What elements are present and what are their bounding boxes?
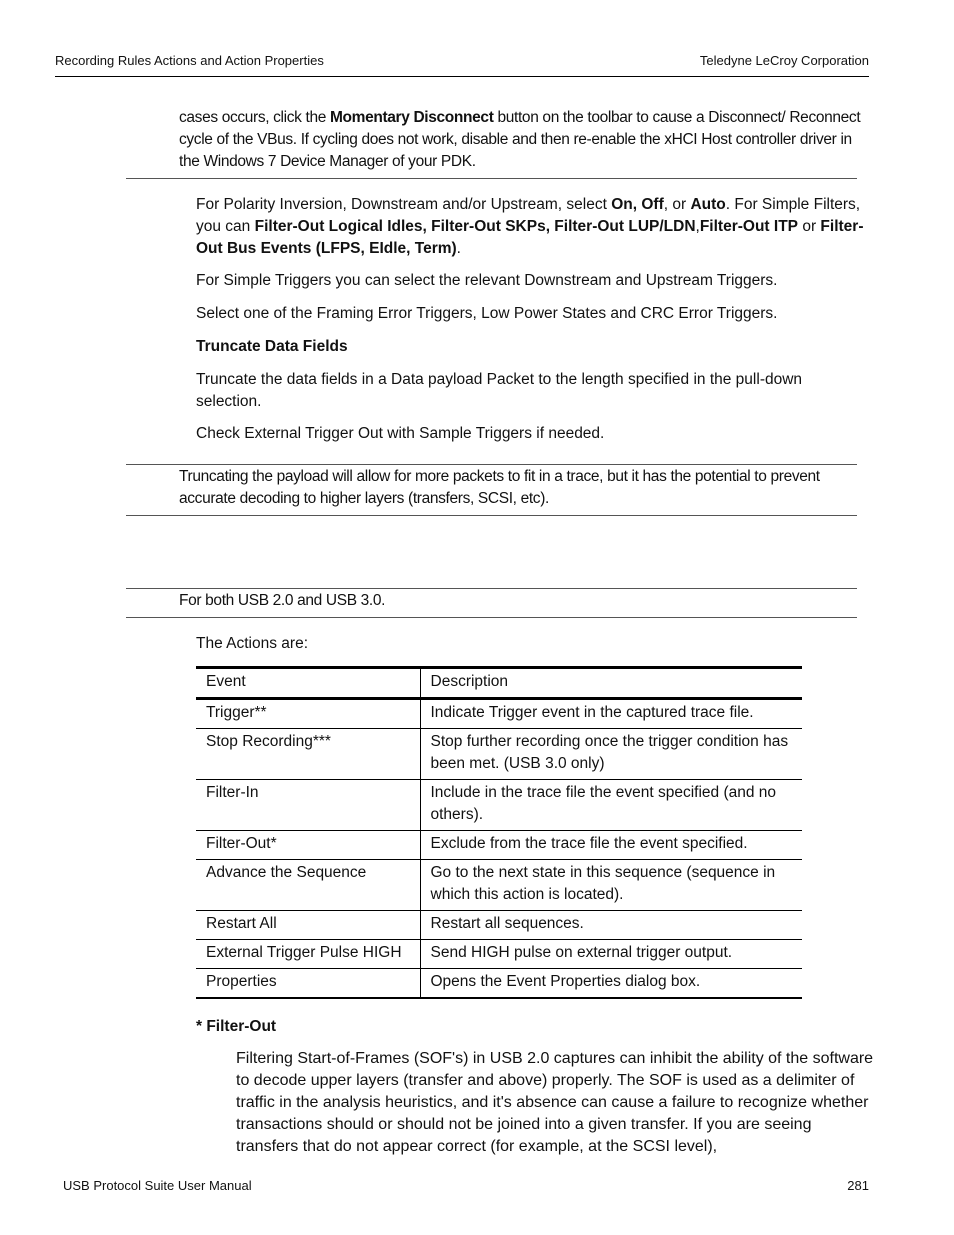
actions-intro: The Actions are: [196, 635, 309, 652]
event-cell: Properties [196, 969, 420, 999]
table-row [196, 969, 802, 999]
event-cell: Trigger** [196, 699, 420, 729]
description-cell: Include in the trace file the event specified (and no others). [420, 780, 802, 831]
polarity-paragraph: For Polarity Inversion, Downstream and/or Upstream, select On, Off, or Auto. For Simple Filters, you can Filter-Out Logical Idles, Filter-Out SKPs, Filter-Out LUP/LDN,Filter-Out ITP or Filter-Out Bus Events (LFPS, EIdle, Term). [196, 196, 864, 257]
event-cell: Filter-Out* [196, 831, 420, 860]
filter-out-heading: * Filter-Out [196, 1018, 277, 1035]
table-row [196, 911, 802, 940]
event-cell: Restart All [196, 911, 420, 940]
event-cell: Filter-In [196, 780, 420, 831]
framing-error-paragraph: Select one of the Framing Error Triggers, Low Power States and CRC Error Triggers. [196, 305, 778, 322]
table-row [196, 780, 802, 831]
description-cell: Exclude from the trace file the event specified. [420, 831, 802, 860]
running-header-title: Recording Rules Actions and Action Properties [55, 53, 324, 68]
table-header-row [196, 668, 802, 699]
page-number: 281 [847, 1178, 869, 1193]
table-row [196, 831, 802, 860]
description-cell: Stop further recording once the trigger condition has been met. (USB 3.0 only) [420, 729, 802, 780]
event-cell: Advance the Sequence [196, 860, 420, 911]
simple-triggers-paragraph: For Simple Triggers you can select the relevant Downstream and Upstream Triggers. [196, 272, 778, 289]
note-truncating-payload: Truncating the payload will allow for more packets to fit in a trace, but it has the potential to prevent accurate decoding to higher layers (transfers, SCSI, etc). [179, 468, 820, 507]
description-cell: Indicate Trigger event in the captured trace file. [420, 699, 802, 729]
table-row [196, 729, 802, 780]
external-trigger-paragraph: Check External Trigger Out with Sample Triggers if needed. [196, 425, 605, 442]
note-bottom-rule [126, 178, 857, 179]
table-row [196, 940, 802, 969]
note-momentary-disconnect: cases occurs, click the Momentary Disconnect button on the toolbar to cause a Disconnect/ Reconnect cycle of the VBus. If cycling does not work, disable and then re-enable the xHCI Host controller driver in the Windows 7 Device Manager of your PDK. [179, 109, 861, 170]
footer-manual-title: USB Protocol Suite User Manual [63, 1178, 252, 1193]
note-top-rule [126, 588, 857, 589]
column-header-event: Event [196, 668, 420, 699]
note-bottom-rule [126, 515, 857, 516]
table-row [196, 860, 802, 911]
truncate-heading: Truncate Data Fields [196, 338, 348, 355]
note-bottom-rule [126, 617, 857, 618]
filter-out-paragraph: Filtering Start-of-Frames (SOF's) in USB 2.0 captures can inhibit the ability of the software to decode upper layers (transfer and above) properly. The SOF is used as a delimiter of traffic in the analysis heuristics, and it's absence can cause a failure to recognize whether transactions should or should not be joined into a given transfer. If you are seeing transfers that do not appear correct (for example, at the SCSI level), [236, 1050, 874, 1155]
actions-table [196, 666, 802, 999]
header-divider [55, 76, 869, 77]
note-top-rule [126, 464, 857, 465]
event-cell: Stop Recording*** [196, 729, 420, 780]
table-row [196, 699, 802, 729]
momentary-disconnect-term: Momentary Disconnect [329, 109, 494, 126]
description-cell: Send HIGH pulse on external trigger output. [420, 940, 802, 969]
running-header-company: Teledyne LeCroy Corporation [699, 53, 869, 68]
description-cell: Restart all sequences. [420, 911, 802, 940]
description-cell: Go to the next state in this sequence (sequence in which this action is located). [420, 860, 802, 911]
note-usb-versions: For both USB 2.0 and USB 3.0. [179, 592, 386, 609]
description-cell: Opens the Event Properties dialog box. [420, 969, 802, 999]
event-cell: External Trigger Pulse HIGH [196, 940, 420, 969]
truncate-paragraph: Truncate the data fields in a Data payload Packet to the length specified in the pull-down selection. [196, 371, 803, 410]
column-header-description: Description [420, 668, 802, 699]
